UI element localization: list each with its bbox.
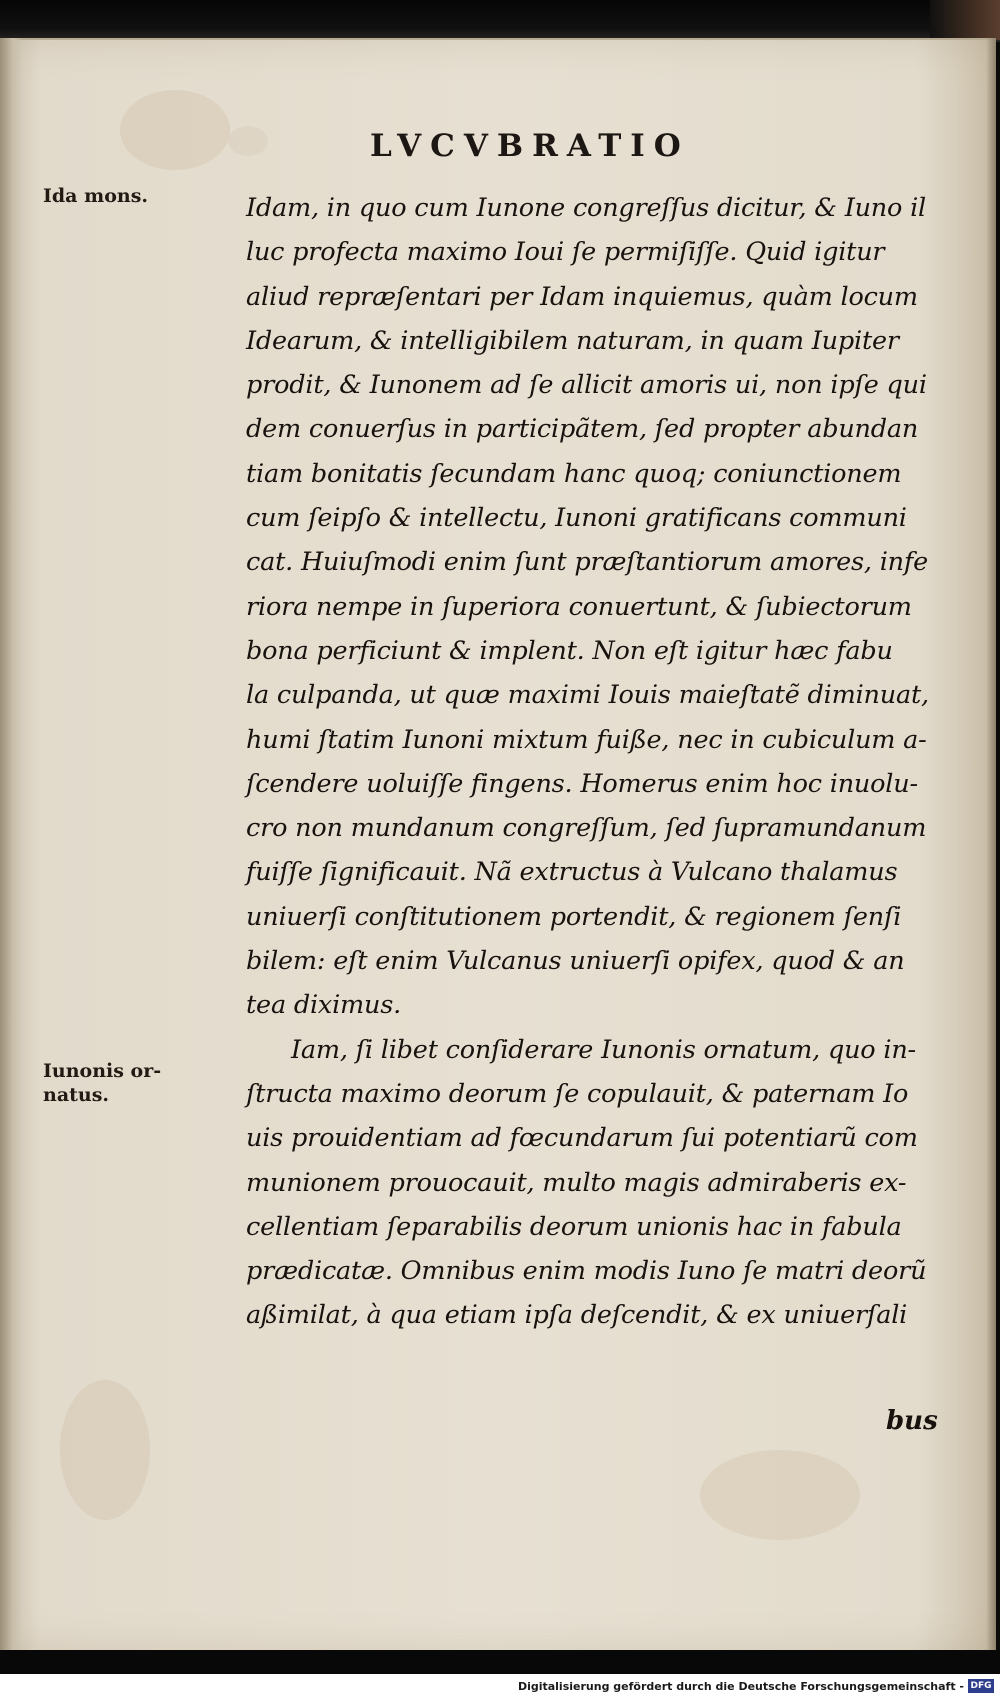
text-line: ſtructa maximo deorum ſe copulauit, & paternam Io [246,1078,909,1109]
show-through-mark [228,126,268,156]
marginal-note-text: Ida mons. [43,185,149,207]
text-line: cat. Huiuſmodi enim ſunt præſtantiorum amores, infe [246,547,928,578]
text-line: prædicatæ. Omnibus enim modis Iuno ſe matri deorũ [246,1256,927,1287]
dfg-logo: DFG [968,1679,994,1693]
body-text-block [246,186,946,1338]
marginal-note-text: Iunonis or- [43,1060,162,1082]
text-line: tiam bonitatis ſecundam hanc quoq; coniunctionem [246,458,902,489]
text-line: aliud repræſentari per Idam inquiemus, quàm locum [246,281,918,312]
text-line: uis prouidentiam ad fœcundarum ſui potentiarũ com [246,1123,918,1154]
scan-top-border [0,0,1000,42]
text-line: cellentiam ſeparabilis deorum unionis hac in fabula [246,1211,902,1242]
text-line: luc profecta maximo Ioui ſe permiſiſſe. Quid igitur [246,237,885,268]
text-line: la culpanda, ut quæ maximi Iouis maieſtatẽ diminuat, [246,680,929,711]
marginal-note-iunonis [43,1059,161,1107]
paper-stain [120,90,230,170]
text-line: bona perficiunt & implent. Non eſt igitur hæc fabu [246,635,893,666]
text-line: cro non mundanum congreſſum, ſed ſupramundanum [246,813,927,844]
marginal-note-ida [43,184,148,208]
paper-stain [700,1450,860,1540]
text-line: humi ſtatim Iunoni mixtum fuiße, nec in cubiculum a- [246,724,927,755]
text-line: uniuerſi conſtitutionem portendit, & regionem ſenſi [246,901,902,932]
text-line: dem conuerſus in participãtem, ſed propter abundan [246,414,919,445]
paper-stain [60,1380,150,1520]
text-line: prodit, & Iunonem ad ſe allicit amoris ui, non ipſe qui [246,370,927,401]
text-line: tea diximus. [246,990,402,1021]
text-line: Idam, in quo cum Iunone congreſſus dicitur, & Iuno il [246,193,926,223]
text-line: Idearum, & intelligibilem naturam, in quam Iupiter [246,325,899,356]
text-line: aßimilat, à qua etiam ipſa deſcendit, & ex uniuerſali [246,1300,908,1331]
page-gutter-shadow [0,38,22,1650]
scan-bottom-border [0,1650,1000,1674]
text-line: cum ſeipſo & intellectu, Iunoni gratificans communi [246,503,907,534]
text-line: munionem prouocauit, multo magis admiraberis ex- [246,1167,907,1198]
digitization-footer [0,1674,1000,1701]
binding-corner [930,0,1000,40]
text-line: riora nempe in ſuperiora conuertunt, & ſubiectorum [246,591,912,622]
running-head: LVCVBRATIO [370,128,690,164]
marginal-note-text: natus. [43,1084,110,1106]
text-line: Iam, ſi libet conſiderare Iunonis ornatum, quo in- [291,1034,916,1065]
text-line: bilem: eſt enim Vulcanus uniuerſi opifex, quod & an [246,946,905,977]
text-line: fuiſſe ſignificauit. Nã extructus à Vulcano thalamus [246,857,898,888]
page-edge-shadow [986,38,996,1650]
funding-credit: Digitalisierung gefördert durch die Deutsche Forschungsgemeinschaft - [517,1680,964,1693]
catchword: bus [886,1406,938,1436]
text-line: ſcendere uoluiſſe fingens. Homerus enim hoc inuolu- [246,768,918,799]
